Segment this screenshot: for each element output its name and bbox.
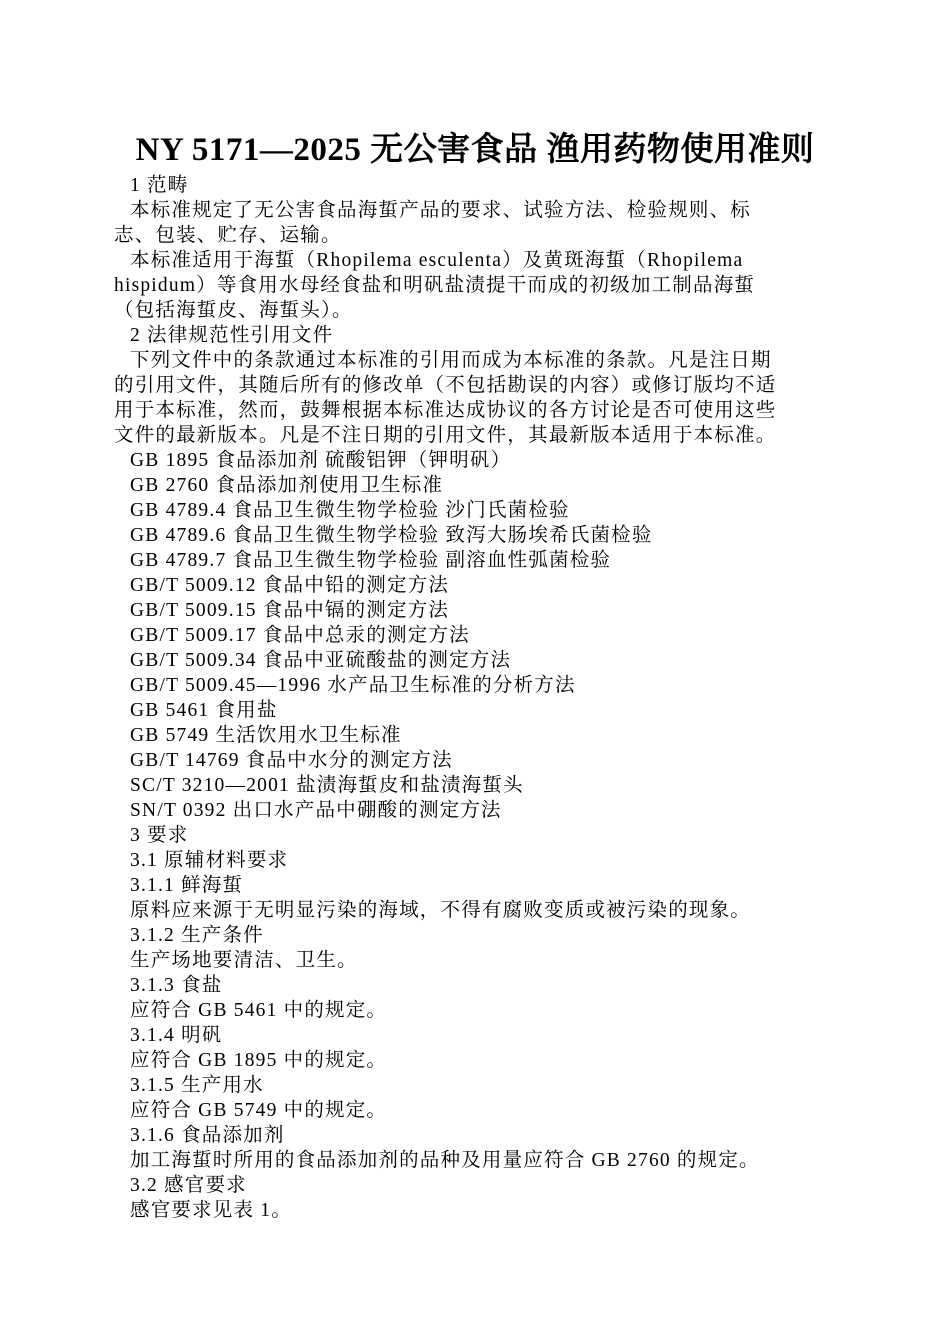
subsection-heading: 3.1.2 生产条件 [130, 925, 264, 946]
reference-item: GB 4789.7 食品卫生微生物学检验 副溶血性弧菌检验 [130, 550, 612, 571]
reference-item: SC/T 3210—2001 盐渍海蜇皮和盐渍海蜇头 [130, 775, 524, 796]
subsection-text: 应符合 GB 5749 中的规定。 [130, 1100, 388, 1121]
subsection-heading: 3.1.3 食盐 [130, 975, 223, 996]
references-paragraph-line: 用于本标准，然而，鼓舞根据本标准达成协议的各方讨论是否可使用这些 [114, 400, 777, 421]
reference-item: GB 2760 食品添加剂使用卫生标准 [130, 475, 444, 496]
reference-item: GB 1895 食品添加剂 硫酸铝钾（钾明矾） [130, 450, 512, 471]
section-2-heading: 2 法律规范性引用文件 [130, 325, 334, 346]
subsection-heading: 3.1 原辅材料要求 [130, 850, 289, 871]
subsection-text: 生产场地要清洁、卫生。 [130, 950, 358, 971]
reference-item: GB/T 14769 食品中水分的测定方法 [130, 750, 453, 771]
reference-item: GB 4789.6 食品卫生微生物学检验 致泻大肠埃希氏菌检验 [130, 525, 653, 546]
reference-item: GB/T 5009.34 食品中亚硫酸盐的测定方法 [130, 650, 512, 671]
references-paragraph-line: 的引用文件，其随后所有的修改单（不包括勘误的内容）或修订版均不适 [114, 375, 777, 396]
subsection-heading: 3.1.4 明矾 [130, 1025, 223, 1046]
scope-paragraph-line: 本标准适用于海蜇（Rhopilema esculenta）及黄斑海蜇（Rhopilema [130, 250, 744, 271]
subsection-heading: 3.1.1 鲜海蜇 [130, 875, 244, 896]
subsection-text: 加工海蜇时所用的食品添加剂的品种及用量应符合 GB 2760 的规定。 [130, 1150, 760, 1171]
document-title: NY 5171—2025 无公害食品 渔用药物使用准则 [135, 132, 815, 168]
subsection-text: 感官要求见表 1。 [130, 1200, 292, 1221]
section-3-heading: 3 要求 [130, 825, 189, 846]
reference-item: GB/T 5009.15 食品中镉的测定方法 [130, 600, 450, 621]
references-paragraph-line: 下列文件中的条款通过本标准的引用而成为本标准的条款。凡是注日期 [130, 350, 772, 371]
scope-paragraph-line: hispidum）等食用水母经食盐和明矾盐渍提干而成的初级加工制品海蜇 [114, 275, 756, 296]
subsection-text: 原料应来源于无明显污染的海域，不得有腐败变质或被污染的现象。 [130, 900, 752, 921]
subsection-heading: 3.2 感官要求 [130, 1175, 247, 1196]
reference-item: SN/T 0392 出口水产品中硼酸的测定方法 [130, 800, 502, 821]
subsection-text: 应符合 GB 5461 中的规定。 [130, 1000, 388, 1021]
reference-item: GB 4789.4 食品卫生微生物学检验 沙门氏菌检验 [130, 500, 570, 521]
scope-paragraph-line: 志、包装、贮存、运输。 [114, 225, 342, 246]
reference-item: GB/T 5009.17 食品中总汞的测定方法 [130, 625, 470, 646]
scope-paragraph-line: （包括海蜇皮、海蜇头）。 [114, 300, 353, 321]
subsection-text: 应符合 GB 1895 中的规定。 [130, 1050, 388, 1071]
reference-item: GB/T 5009.45—1996 水产品卫生标准的分析方法 [130, 675, 576, 696]
subsection-heading: 3.1.6 食品添加剂 [130, 1125, 285, 1146]
section-1-heading: 1 范畴 [130, 175, 189, 196]
document-body [114, 173, 834, 1223]
subsection-heading: 3.1.5 生产用水 [130, 1075, 264, 1096]
scope-paragraph-line: 本标准规定了无公害食品海蜇产品的要求、试验方法、检验规则、标 [130, 200, 752, 221]
reference-item: GB 5749 生活饮用水卫生标准 [130, 725, 402, 746]
reference-item: GB 5461 食用盐 [130, 700, 278, 721]
reference-item: GB/T 5009.12 食品中铅的测定方法 [130, 575, 450, 596]
references-paragraph-line: 文件的最新版本。凡是不注日期的引用文件，其最新版本适用于本标准。 [114, 425, 777, 446]
